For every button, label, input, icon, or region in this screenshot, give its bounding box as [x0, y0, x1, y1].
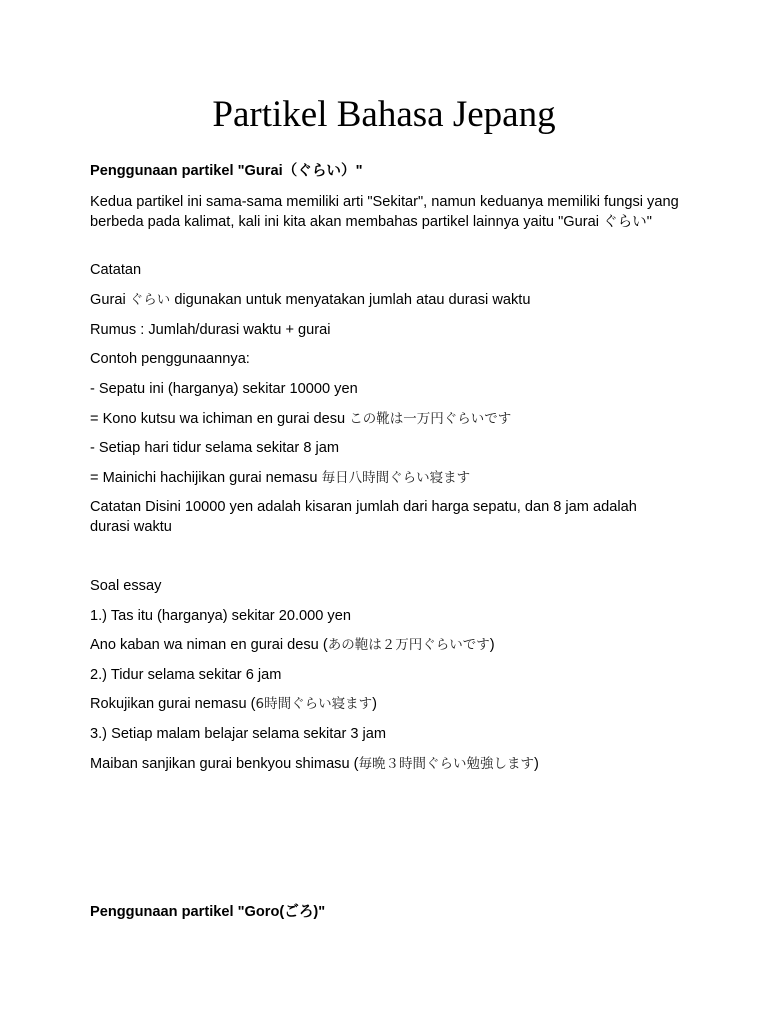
example-1-romaji: = Kono kutsu wa ichiman en gurai desu	[90, 411, 346, 427]
note-paragraph: Catatan Disini 10000 yen adalah kisaran jumlah dari harga sepatu, dan 8 jam adalah durasi waktu	[90, 499, 637, 535]
example-1-japanese: この靴は一万円ぐらいです	[349, 411, 512, 427]
essay-answer-3-romaji: Maiban sanjikan gurai benkyou shimasu	[90, 756, 350, 772]
essay-answer-1-romaji: Ano kaban wa niman en gurai desu	[90, 637, 319, 653]
example-2-romaji: = Mainichi hachijikan gurai nemasu	[90, 470, 318, 486]
essay-answer-3: Maiban sanjikan gurai benkyou shimasu (毎晩３時間ぐらい勉強します)	[90, 756, 539, 772]
essay-answer-1-japanese: あの鞄は２万円ぐらいです	[327, 637, 490, 653]
example-1-translation	[90, 409, 690, 429]
intro-paragraph: Kedua partikel ini sama-sama memiliki arti "Sekitar", namun keduanya memiliki fungsi yang berbeda pada kalimat, kali ini kita akan membahas partikel lainnya yaitu "Gurai ぐらい"	[90, 194, 679, 230]
section-heading-gurai: Penggunaan partikel "Gurai（ぐらい）"	[90, 163, 363, 179]
essay-question-2: 2.) Tidur selama sekitar 6 jam	[90, 667, 282, 683]
usage-line	[90, 290, 690, 310]
essay-answer-1: Ano kaban wa niman en gurai desu (あの鞄は２万円ぐらいです)	[90, 637, 495, 653]
example-2-translation	[90, 468, 690, 488]
essay-label: Soal essay	[90, 578, 162, 594]
examples-label: Contoh penggunaannya:	[90, 351, 250, 367]
document-title: Partikel Bahasa Jepang	[212, 94, 556, 135]
usage-text: digunakan untuk menyatakan jumlah atau durasi waktu	[174, 292, 531, 308]
formula-line: Rumus : Jumlah/durasi waktu + gurai	[90, 322, 331, 338]
essay-answer-2: Rokujikan gurai nemasu (6時間ぐらい寝ます)	[90, 696, 377, 712]
example-1: - Sepatu ini (harganya) sekitar 10000 yen	[90, 381, 358, 397]
section-heading-goro: Penggunaan partikel "Goro(ごろ)"	[90, 904, 326, 920]
essay-question-3: 3.) Setiap malam belajar selama sekitar 3 jam	[90, 726, 387, 742]
example-2: - Setiap hari tidur selama sekitar 8 jam	[90, 440, 340, 456]
note-label: Catatan	[90, 262, 142, 278]
usage-prefix: Gurai	[90, 292, 126, 308]
essay-answer-3-japanese: 毎晩３時間ぐらい勉強します	[358, 756, 535, 772]
essay-answer-2-japanese: 6時間ぐらい寝ます	[255, 696, 373, 712]
essay-question-1: 1.) Tas itu (harganya) sekitar 20.000 yen	[90, 608, 351, 624]
example-2-japanese: 毎日八時間ぐらい寝ます	[321, 470, 471, 486]
usage-kana: ぐらい	[129, 292, 171, 308]
essay-answer-2-romaji: Rokujikan gurai nemasu	[90, 696, 247, 712]
